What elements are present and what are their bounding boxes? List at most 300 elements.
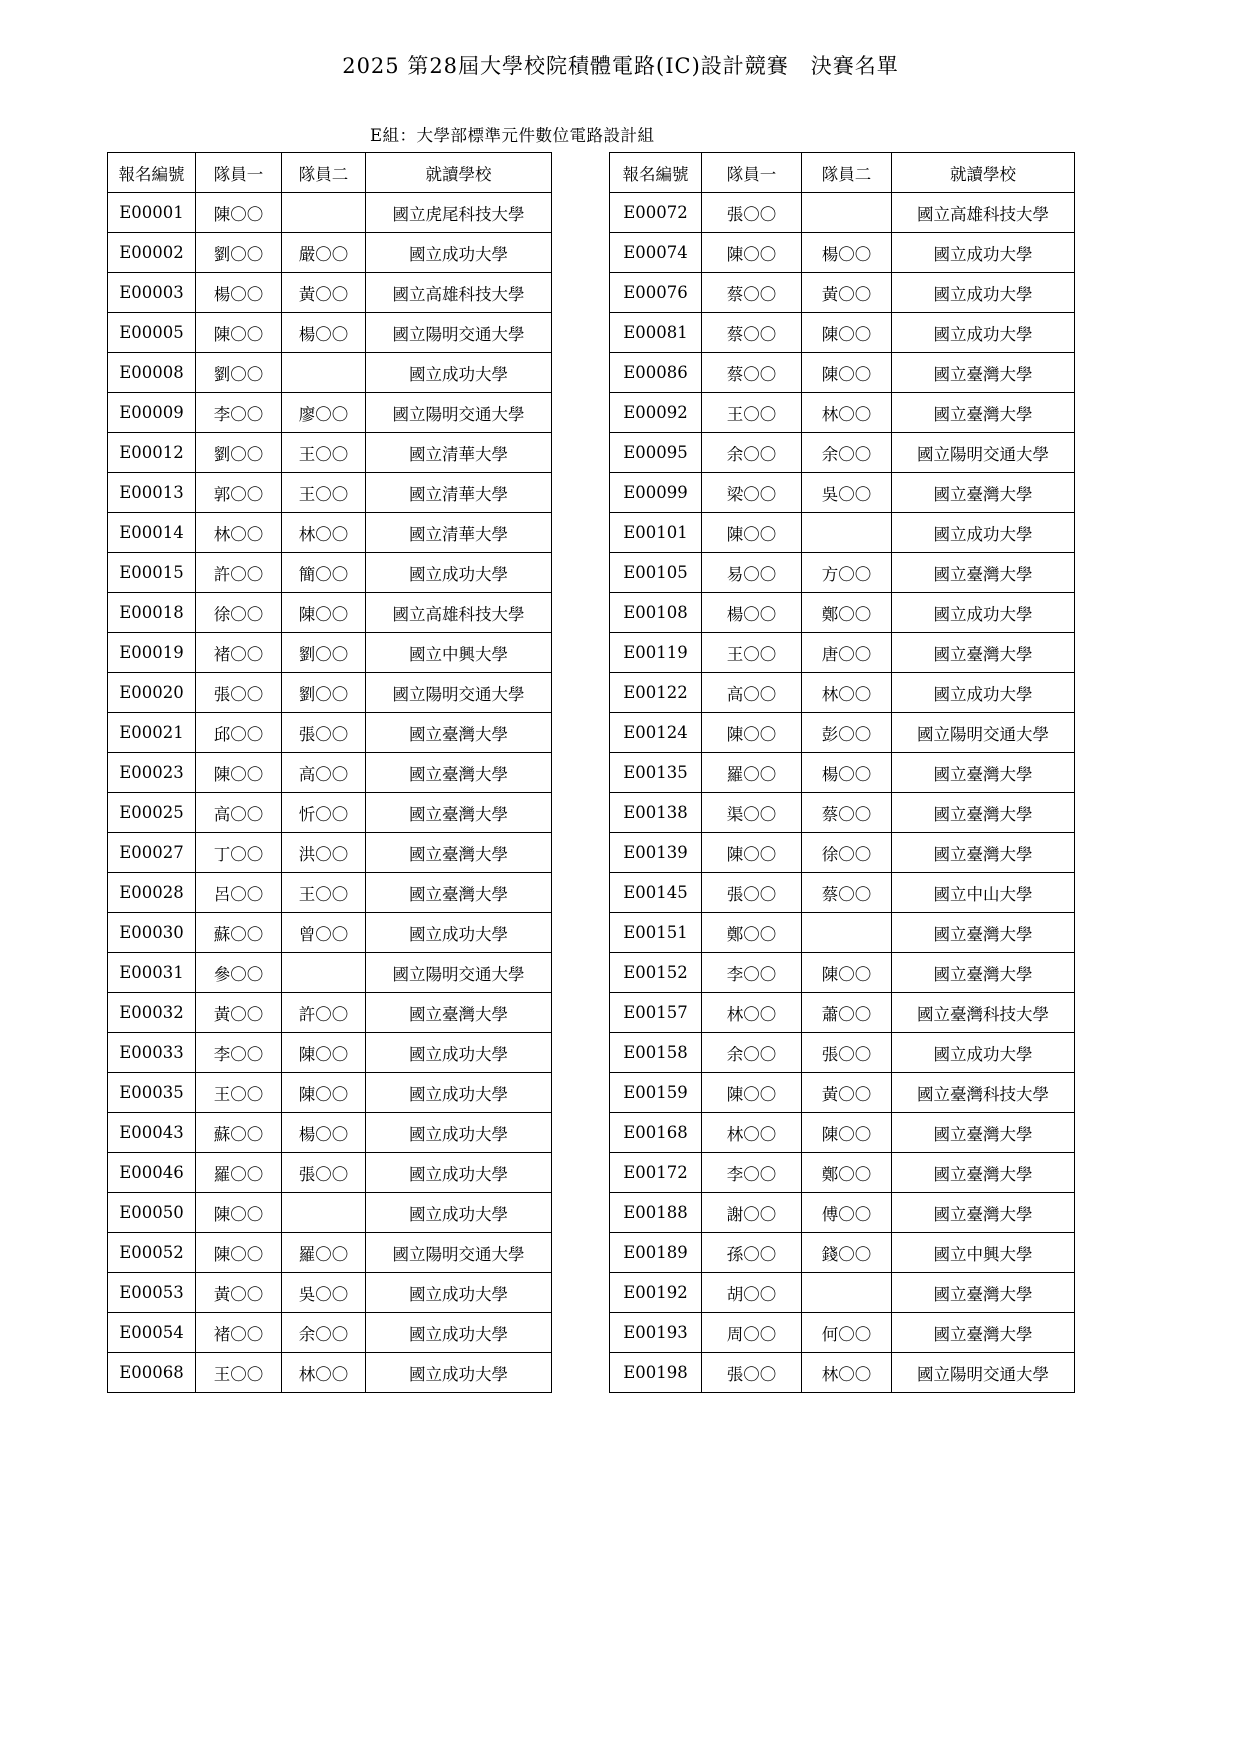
member-two-cell: 楊〇〇: [282, 313, 366, 353]
table-row: [108, 913, 552, 953]
table-row: [108, 1153, 552, 1193]
member-two-cell: 羅〇〇: [282, 1233, 366, 1273]
registration-id-cell: E00035: [108, 1073, 196, 1113]
member-one-cell: 徐〇〇: [196, 593, 282, 633]
member-two-cell: [282, 353, 366, 393]
school-cell: 國立臺灣大學: [892, 1193, 1075, 1233]
member-one-cell: 張〇〇: [196, 673, 282, 713]
registration-id-cell: E00005: [108, 313, 196, 353]
table-row: [610, 633, 1075, 673]
member-two-cell: 陳〇〇: [282, 1073, 366, 1113]
table-row: [108, 313, 552, 353]
member-one-cell: 鄭〇〇: [702, 913, 802, 953]
school-cell: 國立臺灣大學: [366, 753, 552, 793]
table-row: [610, 1353, 1075, 1393]
registration-id-cell: E00157: [610, 993, 702, 1033]
registration-id-cell: E00189: [610, 1233, 702, 1273]
school-cell: 國立臺灣大學: [892, 913, 1075, 953]
table-row: [610, 753, 1075, 793]
table-row: [610, 833, 1075, 873]
table-row: [610, 1273, 1075, 1313]
member-one-cell: 楊〇〇: [196, 273, 282, 313]
member-two-cell: 蔡〇〇: [802, 873, 892, 913]
school-cell: 國立陽明交通大學: [892, 1353, 1075, 1393]
registration-id-cell: E00159: [610, 1073, 702, 1113]
registration-id-cell: E00023: [108, 753, 196, 793]
member-two-cell: 陳〇〇: [802, 953, 892, 993]
member-two-cell: 林〇〇: [282, 513, 366, 553]
member-two-cell: 林〇〇: [282, 1353, 366, 1393]
member-two-cell: 王〇〇: [282, 433, 366, 473]
table-row: [610, 553, 1075, 593]
member-two-cell: 簡〇〇: [282, 553, 366, 593]
member-one-cell: 李〇〇: [196, 1033, 282, 1073]
school-cell: 國立臺灣大學: [892, 1273, 1075, 1313]
school-cell: 國立成功大學: [892, 513, 1075, 553]
school-cell: 國立成功大學: [892, 313, 1075, 353]
member-one-cell: 李〇〇: [702, 953, 802, 993]
school-cell: 國立成功大學: [366, 913, 552, 953]
table-row: [610, 433, 1075, 473]
school-cell: 國立臺灣大學: [892, 393, 1075, 433]
member-two-cell: [282, 193, 366, 233]
school-cell: 國立成功大學: [366, 1113, 552, 1153]
registration-id-cell: E00012: [108, 433, 196, 473]
registration-id-cell: E00008: [108, 353, 196, 393]
member-two-cell: 吳〇〇: [802, 473, 892, 513]
school-cell: 國立臺灣大學: [892, 633, 1075, 673]
registration-id-cell: E00033: [108, 1033, 196, 1073]
table-row: [108, 233, 552, 273]
table-row: [108, 673, 552, 713]
member-two-cell: [802, 513, 892, 553]
header-registration-id: 報名編號: [610, 153, 702, 193]
member-two-cell: 林〇〇: [802, 393, 892, 433]
member-one-cell: 渠〇〇: [702, 793, 802, 833]
table-row: [610, 233, 1075, 273]
member-one-cell: 參〇〇: [196, 953, 282, 993]
table-row: [610, 393, 1075, 433]
member-two-cell: [282, 953, 366, 993]
registration-id-cell: E00014: [108, 513, 196, 553]
registration-id-cell: E00105: [610, 553, 702, 593]
table-row: [610, 913, 1075, 953]
table-row: [610, 1033, 1075, 1073]
school-cell: 國立清華大學: [366, 433, 552, 473]
member-one-cell: 楊〇〇: [702, 593, 802, 633]
table-row: [610, 1073, 1075, 1113]
member-one-cell: 丁〇〇: [196, 833, 282, 873]
member-two-cell: [802, 913, 892, 953]
school-cell: 國立臺灣大學: [366, 793, 552, 833]
table-row: [610, 353, 1075, 393]
school-cell: 國立臺灣大學: [892, 833, 1075, 873]
member-one-cell: 蔡〇〇: [702, 313, 802, 353]
member-two-cell: 陳〇〇: [802, 1113, 892, 1153]
member-two-cell: 楊〇〇: [802, 233, 892, 273]
header-member-one: 隊員一: [702, 153, 802, 193]
member-two-cell: [282, 1193, 366, 1233]
member-one-cell: 周〇〇: [702, 1313, 802, 1353]
registration-id-cell: E00124: [610, 713, 702, 753]
member-two-cell: 張〇〇: [802, 1033, 892, 1073]
header-member-two: 隊員二: [282, 153, 366, 193]
member-one-cell: 王〇〇: [196, 1353, 282, 1393]
header-registration-id: 報名編號: [108, 153, 196, 193]
registration-id-cell: E00193: [610, 1313, 702, 1353]
member-two-cell: 曾〇〇: [282, 913, 366, 953]
member-one-cell: 陳〇〇: [702, 513, 802, 553]
member-one-cell: 胡〇〇: [702, 1273, 802, 1313]
table-row: [610, 993, 1075, 1033]
school-cell: 國立陽明交通大學: [366, 673, 552, 713]
member-one-cell: 高〇〇: [702, 673, 802, 713]
table-row: [610, 1193, 1075, 1233]
table-row: [108, 713, 552, 753]
school-cell: 國立臺灣大學: [366, 993, 552, 1033]
member-two-cell: 楊〇〇: [802, 753, 892, 793]
member-two-cell: 洪〇〇: [282, 833, 366, 873]
school-cell: 國立高雄科技大學: [366, 593, 552, 633]
member-one-cell: 蔡〇〇: [702, 273, 802, 313]
table-row: [610, 713, 1075, 753]
member-two-cell: 高〇〇: [282, 753, 366, 793]
school-cell: 國立成功大學: [366, 1033, 552, 1073]
registration-id-cell: E00158: [610, 1033, 702, 1073]
member-one-cell: 張〇〇: [702, 193, 802, 233]
registration-id-cell: E00152: [610, 953, 702, 993]
table-row: [108, 393, 552, 433]
member-two-cell: 廖〇〇: [282, 393, 366, 433]
registration-id-cell: E00013: [108, 473, 196, 513]
member-two-cell: 王〇〇: [282, 873, 366, 913]
registration-id-cell: E00050: [108, 1193, 196, 1233]
member-one-cell: 羅〇〇: [702, 753, 802, 793]
registration-id-cell: E00025: [108, 793, 196, 833]
school-cell: 國立陽明交通大學: [366, 953, 552, 993]
member-one-cell: 陳〇〇: [702, 833, 802, 873]
member-one-cell: 陳〇〇: [196, 1193, 282, 1233]
registration-id-cell: E00021: [108, 713, 196, 753]
member-one-cell: 孫〇〇: [702, 1233, 802, 1273]
school-cell: 國立中山大學: [892, 873, 1075, 913]
page-title: 2025 第28屆大學校院積體電路(IC)設計競賽 決賽名單: [342, 54, 899, 78]
registration-id-cell: E00002: [108, 233, 196, 273]
member-one-cell: 余〇〇: [702, 433, 802, 473]
school-cell: 國立清華大學: [366, 473, 552, 513]
school-cell: 國立成功大學: [366, 1193, 552, 1233]
school-cell: 國立成功大學: [892, 1033, 1075, 1073]
school-cell: 國立臺灣大學: [892, 1313, 1075, 1353]
school-cell: 國立成功大學: [366, 1073, 552, 1113]
table-row: [108, 753, 552, 793]
member-one-cell: 李〇〇: [702, 1153, 802, 1193]
registration-id-cell: E00145: [610, 873, 702, 913]
registration-id-cell: E00015: [108, 553, 196, 593]
table-header-row: [108, 153, 552, 193]
member-one-cell: 郭〇〇: [196, 473, 282, 513]
table-row: [108, 513, 552, 553]
member-one-cell: 陳〇〇: [196, 193, 282, 233]
member-one-cell: 邱〇〇: [196, 713, 282, 753]
school-cell: 國立臺灣科技大學: [892, 993, 1075, 1033]
table-row: [108, 473, 552, 513]
member-two-cell: 劉〇〇: [282, 673, 366, 713]
school-cell: 國立成功大學: [892, 673, 1075, 713]
registration-id-cell: E00122: [610, 673, 702, 713]
school-cell: 國立臺灣大學: [366, 873, 552, 913]
member-one-cell: 陳〇〇: [702, 1073, 802, 1113]
registration-id-cell: E00198: [610, 1353, 702, 1393]
registration-id-cell: E00101: [610, 513, 702, 553]
school-cell: 國立臺灣大學: [892, 753, 1075, 793]
registration-id-cell: E00054: [108, 1313, 196, 1353]
member-one-cell: 呂〇〇: [196, 873, 282, 913]
table-row: [610, 673, 1075, 713]
member-two-cell: [802, 1273, 892, 1313]
table-row: [610, 593, 1075, 633]
table-row: [108, 553, 552, 593]
table-row: [108, 433, 552, 473]
school-cell: 國立虎尾科技大學: [366, 193, 552, 233]
member-one-cell: 林〇〇: [196, 513, 282, 553]
member-one-cell: 王〇〇: [702, 393, 802, 433]
member-two-cell: 蕭〇〇: [802, 993, 892, 1033]
registration-id-cell: E00086: [610, 353, 702, 393]
member-two-cell: 鄭〇〇: [802, 593, 892, 633]
table-row: [610, 1233, 1075, 1273]
registration-id-cell: E00030: [108, 913, 196, 953]
member-one-cell: 謝〇〇: [702, 1193, 802, 1233]
member-one-cell: 王〇〇: [702, 633, 802, 673]
registration-id-cell: E00020: [108, 673, 196, 713]
table-row: [610, 1113, 1075, 1153]
registration-id-cell: E00001: [108, 193, 196, 233]
registration-id-cell: E00074: [610, 233, 702, 273]
member-two-cell: 張〇〇: [282, 1153, 366, 1193]
registration-id-cell: E00028: [108, 873, 196, 913]
table-row: [108, 793, 552, 833]
table-row: [610, 273, 1075, 313]
table-row: [108, 1033, 552, 1073]
roster-table-left: [107, 152, 552, 1393]
table-row: [108, 953, 552, 993]
header-member-one: 隊員一: [196, 153, 282, 193]
table-row: [610, 793, 1075, 833]
school-cell: 國立清華大學: [366, 513, 552, 553]
table-row: [108, 1113, 552, 1153]
table-row: [610, 873, 1075, 913]
table-row: [108, 1273, 552, 1313]
registration-id-cell: E00019: [108, 633, 196, 673]
registration-id-cell: E00052: [108, 1233, 196, 1273]
member-two-cell: 陳〇〇: [282, 1033, 366, 1073]
member-two-cell: [802, 193, 892, 233]
member-one-cell: 王〇〇: [196, 1073, 282, 1113]
table-row: [108, 993, 552, 1033]
registration-id-cell: E00108: [610, 593, 702, 633]
table-row: [610, 1153, 1075, 1193]
table-row: [108, 1073, 552, 1113]
member-one-cell: 張〇〇: [702, 1353, 802, 1393]
member-one-cell: 陳〇〇: [196, 753, 282, 793]
school-cell: 國立臺灣大學: [892, 353, 1075, 393]
member-one-cell: 黃〇〇: [196, 993, 282, 1033]
registration-id-cell: E00135: [610, 753, 702, 793]
member-one-cell: 林〇〇: [702, 993, 802, 1033]
member-one-cell: 陳〇〇: [702, 233, 802, 273]
member-two-cell: 黃〇〇: [282, 273, 366, 313]
school-cell: 國立陽明交通大學: [892, 713, 1075, 753]
school-cell: 國立成功大學: [366, 1273, 552, 1313]
member-two-cell: 劉〇〇: [282, 633, 366, 673]
registration-id-cell: E00119: [610, 633, 702, 673]
school-cell: 國立中興大學: [366, 633, 552, 673]
member-two-cell: 余〇〇: [802, 433, 892, 473]
header-school: 就讀學校: [892, 153, 1075, 193]
registration-id-cell: E00043: [108, 1113, 196, 1153]
registration-id-cell: E00031: [108, 953, 196, 993]
school-cell: 國立臺灣大學: [892, 553, 1075, 593]
member-one-cell: 陳〇〇: [196, 313, 282, 353]
school-cell: 國立成功大學: [366, 233, 552, 273]
school-cell: 國立臺灣大學: [892, 1153, 1075, 1193]
member-one-cell: 李〇〇: [196, 393, 282, 433]
registration-id-cell: E00081: [610, 313, 702, 353]
table-row: [108, 1233, 552, 1273]
school-cell: 國立成功大學: [366, 1153, 552, 1193]
member-two-cell: 傅〇〇: [802, 1193, 892, 1233]
member-two-cell: 錢〇〇: [802, 1233, 892, 1273]
school-cell: 國立臺灣大學: [366, 833, 552, 873]
school-cell: 國立成功大學: [892, 233, 1075, 273]
member-one-cell: 許〇〇: [196, 553, 282, 593]
registration-id-cell: E00053: [108, 1273, 196, 1313]
member-two-cell: 王〇〇: [282, 473, 366, 513]
registration-id-cell: E00076: [610, 273, 702, 313]
registration-id-cell: E00172: [610, 1153, 702, 1193]
school-cell: 國立中興大學: [892, 1233, 1075, 1273]
registration-id-cell: E00188: [610, 1193, 702, 1233]
member-two-cell: 唐〇〇: [802, 633, 892, 673]
member-one-cell: 林〇〇: [702, 1113, 802, 1153]
registration-id-cell: E00003: [108, 273, 196, 313]
member-one-cell: 陳〇〇: [196, 1233, 282, 1273]
table-row: [610, 953, 1075, 993]
school-cell: 國立臺灣大學: [892, 1113, 1075, 1153]
registration-id-cell: E00095: [610, 433, 702, 473]
member-one-cell: 黃〇〇: [196, 1273, 282, 1313]
member-two-cell: 陳〇〇: [802, 313, 892, 353]
table-row: [610, 313, 1075, 353]
school-cell: 國立臺灣大學: [892, 473, 1075, 513]
school-cell: 國立臺灣科技大學: [892, 1073, 1075, 1113]
school-cell: 國立臺灣大學: [892, 953, 1075, 993]
school-cell: 國立高雄科技大學: [366, 273, 552, 313]
school-cell: 國立陽明交通大學: [366, 313, 552, 353]
table-row: [108, 593, 552, 633]
school-cell: 國立高雄科技大學: [892, 193, 1075, 233]
member-two-cell: 陳〇〇: [802, 353, 892, 393]
school-cell: 國立陽明交通大學: [366, 393, 552, 433]
header-member-two: 隊員二: [802, 153, 892, 193]
school-cell: 國立成功大學: [366, 553, 552, 593]
group-subtitle: E組：大學部標準元件數位電路設計組: [370, 126, 655, 145]
registration-id-cell: E00009: [108, 393, 196, 433]
table-row: [610, 193, 1075, 233]
school-cell: 國立成功大學: [366, 353, 552, 393]
roster-table-right: [609, 152, 1075, 1393]
registration-id-cell: E00046: [108, 1153, 196, 1193]
registration-id-cell: E00138: [610, 793, 702, 833]
school-cell: 國立成功大學: [892, 593, 1075, 633]
table-row: [108, 1313, 552, 1353]
member-one-cell: 梁〇〇: [702, 473, 802, 513]
school-cell: 國立陽明交通大學: [892, 433, 1075, 473]
registration-id-cell: E00068: [108, 1353, 196, 1393]
member-one-cell: 余〇〇: [702, 1033, 802, 1073]
member-one-cell: 易〇〇: [702, 553, 802, 593]
school-cell: 國立陽明交通大學: [366, 1233, 552, 1273]
member-two-cell: 陳〇〇: [282, 593, 366, 633]
member-two-cell: 忻〇〇: [282, 793, 366, 833]
member-two-cell: 彭〇〇: [802, 713, 892, 753]
registration-id-cell: E00072: [610, 193, 702, 233]
registration-id-cell: E00139: [610, 833, 702, 873]
header-school: 就讀學校: [366, 153, 552, 193]
member-two-cell: 嚴〇〇: [282, 233, 366, 273]
school-cell: 國立成功大學: [366, 1353, 552, 1393]
registration-id-cell: E00018: [108, 593, 196, 633]
registration-id-cell: E00027: [108, 833, 196, 873]
member-two-cell: 黃〇〇: [802, 273, 892, 313]
school-cell: 國立成功大學: [892, 273, 1075, 313]
member-one-cell: 高〇〇: [196, 793, 282, 833]
registration-id-cell: E00192: [610, 1273, 702, 1313]
registration-id-cell: E00092: [610, 393, 702, 433]
table-row: [108, 1193, 552, 1233]
member-two-cell: 蔡〇〇: [802, 793, 892, 833]
member-one-cell: 蔡〇〇: [702, 353, 802, 393]
member-one-cell: 陳〇〇: [702, 713, 802, 753]
member-two-cell: 許〇〇: [282, 993, 366, 1033]
school-cell: 國立臺灣大學: [366, 713, 552, 753]
member-two-cell: 林〇〇: [802, 1353, 892, 1393]
member-one-cell: 蘇〇〇: [196, 1113, 282, 1153]
registration-id-cell: E00151: [610, 913, 702, 953]
member-two-cell: 林〇〇: [802, 673, 892, 713]
registration-id-cell: E00099: [610, 473, 702, 513]
school-cell: 國立成功大學: [366, 1313, 552, 1353]
member-one-cell: 羅〇〇: [196, 1153, 282, 1193]
registration-id-cell: E00168: [610, 1113, 702, 1153]
member-one-cell: 褚〇〇: [196, 1313, 282, 1353]
table-row: [108, 873, 552, 913]
member-two-cell: 徐〇〇: [802, 833, 892, 873]
table-row: [108, 353, 552, 393]
table-row: [610, 473, 1075, 513]
member-two-cell: 方〇〇: [802, 553, 892, 593]
member-two-cell: 鄭〇〇: [802, 1153, 892, 1193]
member-two-cell: 張〇〇: [282, 713, 366, 753]
member-one-cell: 蘇〇〇: [196, 913, 282, 953]
member-one-cell: 劉〇〇: [196, 433, 282, 473]
member-one-cell: 張〇〇: [702, 873, 802, 913]
table-row: [610, 513, 1075, 553]
member-one-cell: 劉〇〇: [196, 353, 282, 393]
member-one-cell: 褚〇〇: [196, 633, 282, 673]
table-row: [610, 1313, 1075, 1353]
